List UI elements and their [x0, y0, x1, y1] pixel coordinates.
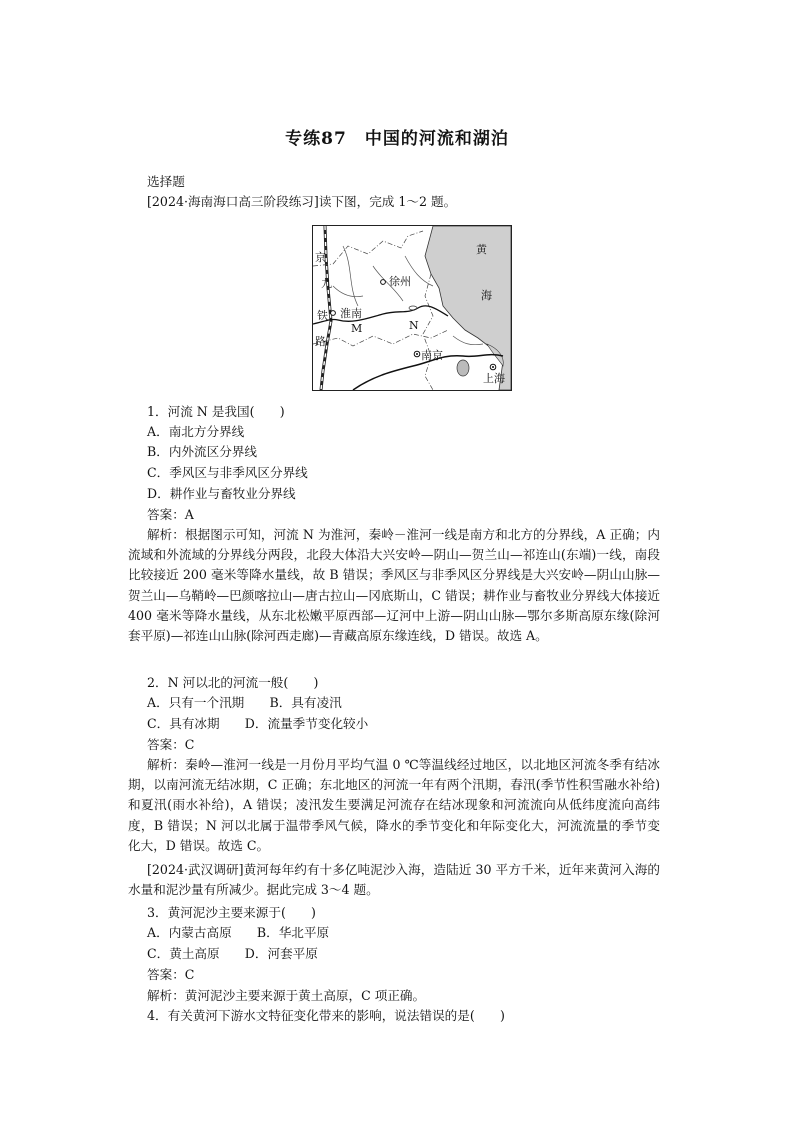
q2-stem: 2．N 河以北的河流一般( ) [147, 675, 319, 690]
map-figure [312, 225, 512, 391]
sea-label-2: 海 [481, 289, 492, 302]
city-shanghai: 上海 [483, 372, 505, 385]
river-n-label: N [409, 319, 419, 332]
rail-label-1: 京 [315, 251, 326, 264]
q3-analysis: 解析：黄河泥沙主要来源于黄土高原，C 项正确。 [147, 988, 426, 1003]
q1-stem: 1．河流 N 是我国( ) [147, 404, 285, 419]
q4-stem: 4．有关黄河下游水文特征变化带来的影响，说法错误的是( ) [147, 1008, 505, 1023]
city-nanjing: 南京 [421, 349, 443, 362]
q3-answer: 答案：C [147, 967, 195, 982]
q3-options-cd: C．黄土高原 D．河套平原 [147, 946, 318, 961]
point-m-label: M [351, 322, 363, 335]
intro-q1-2: [2024·海南海口高三阶段练习]读下图，完成 1～2 题。 [147, 194, 457, 209]
q3-stem: 3．黄河泥沙主要来源于( ) [147, 905, 316, 920]
q2-answer: 答案：C [147, 737, 195, 752]
city-xuzhou: 徐州 [389, 275, 411, 288]
q2-options-ab: A．只有一个汛期 B．具有凌汛 [147, 695, 342, 710]
q1-analysis: 解析：根据图示可知，河流 N 为淮河，秦岭－淮河一线是南方和北方的分界线，A 正确；内流域和外流域的分界线分两段，北段大体沿大兴安岭—阴山—贺兰山—祁连山(东端)一线，南段比较接近 200 毫米等降水量线，故 B 错误；季风区与非季风区分界线是大兴安岭—阴山山脉—贺兰山—乌鞘岭—巴颜喀拉山—唐古拉山—冈底斯山，C 错误；耕作业与畜牧业分界线大体接近 400 毫米等降水量线，从东北松嫩平原西部—辽河中上游—阴山山脉—鄂尔多斯高原东缘(除河套平原)—祁连山山脉(除河西走廊)—青藏高原东缘连线，D 错误。故选 A。 [128, 527, 660, 644]
q1-option-c: C．季风区与非季风区分界线 [147, 465, 308, 480]
q1-answer: 答案：A [147, 507, 194, 522]
rail-label-3: 铁 [317, 309, 328, 322]
intro-q3-4: [2024·武汉调研]黄河每年约有十多亿吨泥沙入海，造陆近 30 平方千米，近年来黄河入海的水量和泥沙量有所减少。据此完成 3～4 题。 [128, 862, 660, 898]
city-huainan: 淮南 [340, 307, 362, 320]
q2-analysis: 解析：秦岭—淮河一线是一月份月平均气温 0 ℃等温线经过地区，以北地区河流冬季有结冰期，以南河流无结冰期，C 正确；东北地区的河流一年有两个汛期，春汛(季节性积雪融水补给)和夏汛(雨水补给)，A 错误；凌汛发生要满足河流存在结冰现象和河流流向从低纬度流向高纬度，B 错误；N 河以北属于温带季风气候，降水的季节变化和年际变化大，河流流量的季节变化大，D 错误。故选 C。 [128, 757, 660, 853]
rail-label-2: 九 [321, 277, 332, 290]
rail-label-4: 路 [315, 335, 326, 348]
q1-option-d: D．耕作业与畜牧业分界线 [147, 486, 296, 501]
sea-label-1: 黄 [476, 243, 487, 256]
q1-option-b: B．内外流区分界线 [147, 444, 258, 459]
section-label: 选择题 [147, 174, 185, 189]
q2-options-cd: C．具有冰期 D．流量季节变化较小 [147, 716, 369, 731]
page-title: 专练87 中国的河流和湖泊 [285, 129, 509, 149]
q1-option-a: A．南北方分界线 [147, 424, 245, 439]
q3-options-ab: A．内蒙古高原 B．华北平原 [147, 925, 330, 940]
